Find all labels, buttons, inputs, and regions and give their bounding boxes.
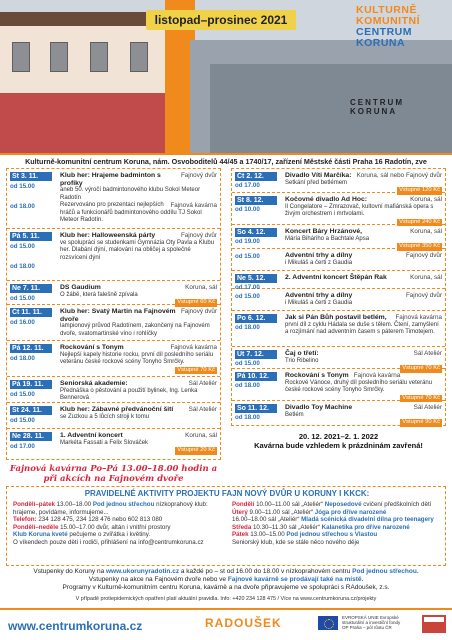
tickets-text: Vstupenky do Koruny na [33,568,106,575]
event-date: Ne 5. 12. [235,274,277,283]
activity-text: Pod jednou střechou s Vlastou [286,531,378,539]
activity-text: Klub Koruna kveté [13,531,68,539]
event-place: Koruna, sál [410,274,442,281]
event-place: Koruna, sál [185,284,217,291]
event-place: Koruna, sál nebo Fajnový dvůr [356,172,442,179]
event-desc: aneb 50. výročí badmintonového klubu Sokol Meteor Radotín [60,187,201,201]
activity-line [232,531,447,539]
event-title: Klub her: Svatý Martin na Fajnovém dvoře [60,308,176,323]
activity-text: Pod jednou střechou [92,501,155,508]
event-row [232,169,445,193]
event-date: So 11. 12. [235,404,277,413]
event-row [232,249,445,271]
closure-notice [231,432,446,450]
activity-text: O víkendech pouze děti i rodiči, přihlášení na info@centrumkoruna.cz [13,538,204,546]
event-title: Klub her: Halloweenská párty [60,232,156,239]
event-date: Pá 19. 11. [10,380,52,389]
event-place: Fajnový dvůr [405,292,442,299]
event-body [60,284,217,305]
event-row [232,347,445,369]
event-time: od 18.00 [10,263,35,270]
event-title: Adventní trhy a dílny [285,292,353,299]
event-body [285,350,442,371]
event-title: 1. Adventní koncert [60,432,123,439]
season-title: listopad–prosinec 2021 [146,10,296,30]
koruna-logo [356,5,448,63]
logo-line: KULTURNĚ [356,4,417,16]
event-place: Fajnová kavárna [395,314,442,321]
tickets-text: Fajnové kavárně se prodávají také na místě. [227,576,364,583]
activity-text: Jóga pro dříve narozené [314,508,387,516]
activity-text: 13.00–15.00 [248,531,287,539]
red-ground-floor [0,93,190,153]
activity-text: Pátek [232,531,249,539]
event-body [60,380,217,403]
event-price: Vstupné 70 Kč [402,365,440,371]
event-title: Klub her: Hrajeme badminton s profíky [60,172,161,187]
activity-line [232,501,447,509]
eu-text: EVROPSKÁ UNIE Evropské strukturální a investiční fondy OP Praha – pól růstu ČR [342,615,401,630]
event-body [60,172,217,225]
event-place: Fajnový dvůr [180,308,217,315]
event-date: Ne 28. 11. [10,432,52,441]
event-time: od 17.00 [235,284,260,291]
event-title: Klub her: Zábavné předvánoční šití [60,406,174,413]
event-title: Adventní trhy a dílny [285,252,353,259]
event-row [7,429,220,453]
event-body [285,228,442,249]
event-title: Divadlo Toy Machine [285,404,353,411]
logo-line: CENTRUM [356,26,412,38]
activity-text: 10.00–11.00 sál „Ateliér“ [254,501,325,508]
activity-line [232,516,447,524]
event-place: Fajnový dvůr [180,232,217,239]
event-date: Po 6. 12. [235,314,277,323]
event-body [285,196,442,225]
window [12,42,30,72]
event-row [232,225,445,249]
event-place: Sál Ateliér [188,406,217,413]
activity-line [13,539,228,547]
activity-text: Úterý [232,508,248,516]
event-row [7,229,220,281]
event-date: St 24. 11. [10,406,52,415]
activities-column [13,501,228,547]
activity-text: cvičení předškolních dětí [361,501,432,508]
event-place: Koruna, sál [410,228,442,235]
event-title: Kočovné divadlo Ad Hoc: [285,196,368,203]
event-desc: i Mikuláš a čerti z Gaudia [285,299,353,306]
activity-line [13,501,228,516]
event-row [232,289,445,311]
event-place: Fajnový dvůr [405,252,442,259]
event-place: Sál Ateliér [413,350,442,357]
activity-line [232,524,447,532]
logo-line: KOMUNITNÍ [356,15,420,27]
event-row [232,311,445,347]
event-desc: Máría Biháriho a Bachtale Apsa [285,235,370,242]
event-price: Vstupné 350 Kč [399,243,440,249]
event-desc: Rockové Vánoce, druhý díl posledního seriálu veteránu české rockové scény Tonyho Smrčky. [285,379,433,393]
activity-line [232,539,447,547]
event-desc: Markéta Fassati a Felix Slováček [60,439,149,446]
activity-text: Kalanetika pro dříve narozené [321,523,410,531]
header-divider [0,153,452,155]
event-row [232,401,445,427]
event-body [60,232,217,262]
activity-text: Pondělí [232,501,255,508]
event-price: Vstupné 120 Kč [399,187,440,193]
event-place: Sál Ateliér [413,404,442,411]
event-time: od 18.00 [10,355,35,362]
event-body [285,172,442,193]
event-title: Rockování s Tonym [285,372,349,379]
event-title: Seniorská akademie: [60,380,128,387]
event-time: od 15.00 [235,253,260,260]
building-sign: CENTRUM KORUNA [350,98,404,116]
event-title: Čaj o třetí: [285,350,319,357]
event-date: Ne 7. 11. [10,284,52,293]
event-row [7,169,220,229]
event-title: Jak si Pán Bůh postavil betlém, [285,314,387,321]
window [50,42,68,72]
event-body [285,292,442,307]
event-body [60,344,217,373]
activity-text: Pondělí–neděle [13,523,59,531]
event-place: Koruna, sál [185,432,217,439]
event-time: od 15.00 [10,295,35,302]
event-time: od 15.00 [235,360,260,367]
activities-column [232,501,447,547]
activity-line [13,531,228,539]
event-body [285,404,442,425]
event-date: Út 7. 12. [235,350,277,359]
event-title: 2. Adventní koncert Štěpán Rak [285,274,387,281]
event-place: Fajnová kavárna [170,344,217,351]
event-desc: Betlém [285,411,304,418]
activity-text: Neposedové [324,501,362,508]
event-desc: Setkání před betlémem [285,179,348,186]
event-desc: se Zuzkou a 5 lůcích stroji k tomu [60,413,150,420]
tickets-text: a každé po – st od 16.00 do 18.00 v nízkoprahovém centru [179,568,353,575]
event-price: Vstupné 60 Kč [177,299,215,305]
event-date: So 4. 12. [235,228,277,237]
event-body [285,372,442,401]
activity-text: 13.00–18.00 [54,501,93,508]
event-date: Pá 10. 12. [235,372,277,381]
event-date: St 3. 11. [10,172,52,181]
event-time: od 18.00 [235,414,260,421]
event-row [232,193,445,225]
event-row [232,369,445,401]
event-place: Fajnová kavárna [353,372,401,379]
event-time: od 16.00 [10,319,35,326]
event-date: Pá 12. 11. [10,344,52,353]
event-price: Vstupné 70 Kč [177,366,215,373]
event-title: DS Gaudium [60,284,101,291]
event-date: Čt 2. 12. [235,172,277,181]
event-row [7,403,220,429]
event-desc: i Mikuláš a čerti z Gaudia [285,259,353,266]
activity-text: Mladá scénická divadelní dílna pro teenagery [301,516,434,524]
event-desc: Il Congelatore – Zmrazovač, kultovní mafiánská opera s živým orchestrem i mrtvolami. [285,203,434,217]
activity-line [13,516,228,524]
event-row [7,281,220,305]
activity-text: 16.00–18.00 sál „Ateliér“ [232,516,302,524]
activity-text: 9.00–11.00 sál „Ateliér“ [247,508,315,516]
historic-building [0,12,190,153]
cooperation-text: Programy v Kulturně-komunitním centru Koruna, kavárně a na dvoře připravujeme ve spolupráci s RAdoušek, z.s. [62,584,390,591]
activity-text: 10.30–11.30 sál „Ateliér“ [251,523,322,531]
covid-note: V případě protiepidemických opatření platí aktuální pravidla. Info: +420 234 128 475 / Více na www.centrumkoruna.cz/projekty [75,596,377,602]
event-time: od 17.00 [235,182,260,189]
footer [0,608,452,640]
window [130,42,148,72]
event-place: Fajnový dvůr [180,172,217,179]
event-date: Čt 11. 11. [10,308,52,317]
hero-photo [0,0,452,153]
event-desc: Nejlepší kapely historie rocku, první díl posledního seriálu veteránu české rockové scény Tonyho Smrčky. [60,351,214,365]
activity-text: 15.00–17.00 dvůr, altán i vnitřní prostory [58,523,171,531]
event-price: Vstupné 20 Kč [177,447,215,453]
event-time: od 18.00 [235,382,260,389]
event-row [232,271,445,289]
event-body [60,406,217,421]
event-title: Rockování s Tonym [60,344,124,351]
event-time: od 19.00 [235,238,260,245]
event-row [7,305,220,341]
activities-heading: PRAVIDELNÉ AKTIVITY PROJEKTU FAJN NOVÝ DVŮR U KORUNY I KKCK: [84,489,370,498]
event-time: od 15.00 [235,293,260,300]
event-row [7,377,220,403]
activity-text: Seniorský klub, kde se stále něco nového děje [232,538,360,546]
event-row [7,341,220,377]
activity-line [13,524,228,532]
tickets-text: Vstupenky na akce na Fajnovém dvoře nebo ve [88,576,228,583]
event-time: od 15.00 [10,391,35,398]
event-desc: O žábě, která falešně zpívala [60,291,138,298]
event-time: od 17.00 [10,443,35,450]
event-time: od 15.00 [10,417,35,424]
tickets-link[interactable]: www.ukorunyradotin.cz [106,568,180,575]
tickets-text: Pod jednou střechou. [352,568,419,575]
activity-text: Telefon: [13,516,37,524]
activity-text: Středa [232,523,252,531]
event-desc: Trio Ribelino [285,357,319,364]
event-desc: Rezervováno pro prezentaci nejlepších hráčů a funkcionářů badmintonového oddílu TJ Sokol Meteor Radotín. [60,202,202,223]
activity-text: 234 128 475, 234 128 476 nebo 602 813 080 [36,516,163,524]
event-body [285,274,442,282]
event-price: Vstupné 240 Kč [399,218,440,225]
event-title: Koncert Báry Hrzánové, [285,228,363,235]
website-link[interactable]: www.centrumkoruna.cz [8,619,143,633]
activity-text: Pondělí–pátek [13,501,55,508]
regular-activities [6,486,446,566]
event-price: Vstupné 90 Kč [402,419,440,425]
activity-text: pečujeme o zvířátka i květiny. [67,531,151,539]
event-body [60,308,217,338]
event-time: od 18.00 [235,324,260,331]
closure-dates: 20. 12. 2021–2. 1. 2022 [298,432,379,441]
event-time: od 15.00 [10,183,35,190]
event-desc: ve spolupráci se studenkami Gymnázia Oty Pavla a Klubu her. Dlabání dýní, malování na obličej a společné rozsvícení dýní [60,239,215,261]
event-desc: první díl z cyklu Hádala se duše s tělem. Čtení, zamyšlení a rozjímání nad adventním časem s páterem Timotejem. [285,321,439,335]
december-events-panel [231,168,446,426]
prague-flag-icon [422,615,446,633]
tickets-info [0,568,452,592]
event-desc: Přednáška o pěstování a použití bylinek, Ing. Lenka Bennerová [60,387,198,401]
event-title: Divadlo Víti Marčíka: [285,172,352,179]
event-time: od 18.00 [10,203,35,210]
event-date: St 8. 12. [235,196,277,205]
event-body [285,314,442,337]
event-date: Pá 5. 11. [10,232,52,241]
event-desc: lampionový průvod Radotínem, zakončený na Fajnovém dvoře, svatomartinské víno i rohlíčky [60,323,210,337]
eu-flag-icon [318,616,338,630]
event-body [60,432,217,453]
activity-text: nízkoprahový klub: hrajeme, povídáme, informujeme... [13,501,208,516]
november-events-panel [6,168,221,460]
logo-line: KORUNA [356,37,406,49]
event-price: Vstupné 70 Kč [402,394,440,401]
event-place: Koruna, sál [410,196,442,203]
event-place: Sál Ateliér [188,380,217,387]
cafe-hours-note: Fajnová kavárna Po–Pá 13.00–18.00 hodin a při akcích na Fajnovém dvoře [9,464,218,484]
venue-info: Kulturně-komunitní centrum Koruna, nám. Osvoboditelů 44/45 a 1740/17, zařízení Městské části Praha 16 Radotín, zve [25,157,427,166]
event-body [285,252,442,267]
event-place: Fajnová kavárna [170,202,217,209]
closure-text: Kavárna bude vzhledem k prázdninám zavřená! [254,441,423,450]
event-time: od 10.00 [235,206,260,213]
window [90,42,108,72]
radousek-logo: RADOUŠEK [205,616,282,630]
event-time: od 15.00 [10,243,35,250]
activity-line [232,509,447,517]
